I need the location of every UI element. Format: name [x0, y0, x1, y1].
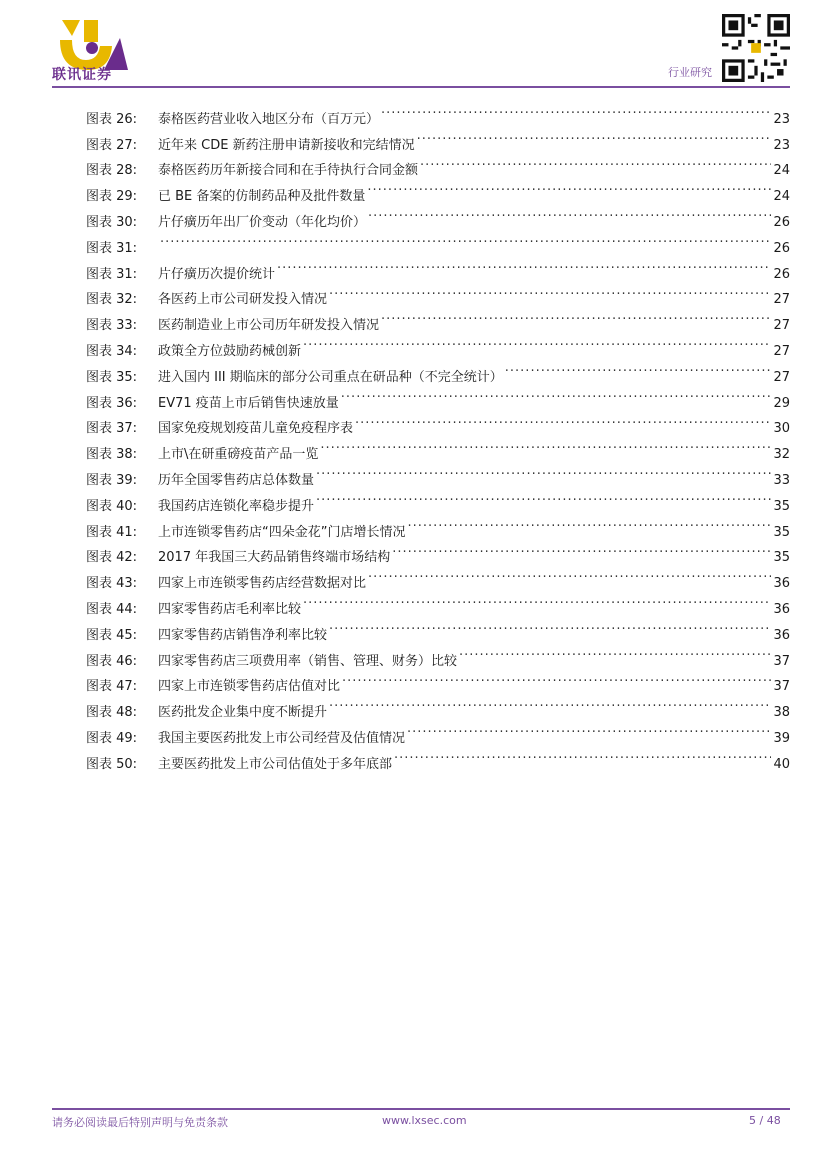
table-of-figures — [86, 97, 790, 772]
figure-title: 医药制造业上市公司历年研发投入情况 — [158, 318, 380, 334]
figure-title: 我国主要医药批发上市公司经营及估值情况 — [158, 730, 406, 746]
figure-title: 历年全国零售药店总体数量 — [158, 472, 315, 488]
toc-entry[interactable] — [86, 226, 790, 256]
dot-leader — [355, 407, 771, 433]
dot-leader — [342, 665, 771, 691]
figure-title: 四家零售药店三项费用率（销售、管理、财务）比较 — [158, 653, 458, 669]
figure-label: 图表 45: — [86, 627, 138, 643]
dot-leader — [392, 536, 771, 562]
toc-entry[interactable] — [86, 252, 790, 282]
figure-label: 图表 32: — [86, 292, 138, 308]
page-ref: 37 — [773, 653, 790, 669]
figure-label: 图表 30: — [86, 214, 138, 230]
figure-label: 图表 38: — [86, 447, 138, 463]
dot-leader — [459, 639, 771, 665]
page-ref: 30 — [773, 421, 790, 437]
page-number: 5 / 48 — [749, 1114, 781, 1127]
dot-leader — [417, 123, 772, 149]
figure-label: 图表 29: — [86, 189, 138, 205]
page-ref: 23 — [773, 137, 790, 153]
dot-leader — [505, 355, 772, 381]
page-ref: 27 — [773, 369, 790, 385]
figure-title: 四家零售药店毛利率比较 — [158, 601, 302, 617]
page-ref: 33 — [773, 472, 790, 488]
figure-title: EV71 疫苗上市后销售快速放量 — [158, 395, 339, 411]
dot-leader — [329, 690, 771, 716]
page-ref: 36 — [773, 601, 790, 617]
figure-label: 图表 46: — [86, 653, 138, 669]
figure-label: 图表 35: — [86, 369, 138, 385]
figure-label: 图表 39: — [86, 472, 138, 488]
figure-title: 近年来 CDE 新药注册申请新接收和完结情况 — [158, 137, 415, 153]
figure-title: 我国药店连锁化率稳步提升 — [158, 498, 315, 514]
figure-label: 图表 37: — [86, 421, 138, 437]
page-ref: 40 — [773, 756, 790, 772]
page-ref: 35 — [773, 524, 790, 540]
figure-label: 图表 27: — [86, 137, 138, 153]
dot-leader — [420, 149, 771, 175]
figure-title: 片仔癀历年出厂价变动（年化均价） — [158, 214, 367, 230]
dot-leader — [381, 303, 771, 329]
page-ref: 39 — [773, 730, 790, 746]
website-link[interactable]: www.lxsec.com — [382, 1114, 467, 1127]
page-ref: 37 — [773, 679, 790, 695]
figure-label: 图表 42: — [86, 550, 138, 566]
dot-leader — [381, 97, 771, 123]
footer-divider — [52, 1108, 790, 1110]
page-header — [0, 0, 827, 92]
report-category: 行业研究 — [668, 66, 712, 79]
page-ref: 35 — [773, 550, 790, 566]
figure-label: 图表 49: — [86, 730, 138, 746]
toc-entry[interactable] — [86, 97, 790, 127]
dot-leader — [320, 432, 771, 458]
dot-leader — [368, 561, 771, 587]
disclaimer-link[interactable]: 请务必阅读最后特别声明与免责条款 — [52, 1116, 228, 1129]
page-ref: 27 — [773, 318, 790, 334]
page-ref: 35 — [773, 498, 790, 514]
figure-title: 各医药上市公司研发投入情况 — [158, 292, 328, 308]
figure-title: 已 BE 备案的仿制药品种及批件数量 — [158, 189, 366, 205]
dot-leader — [160, 226, 771, 252]
page-ref: 32 — [773, 447, 790, 463]
figure-title: 进入国内 III 期临床的部分公司重点在研品种（不完全统计） — [158, 369, 503, 385]
figure-label: 图表 47: — [86, 679, 138, 695]
figure-title: 片仔癀历次提价统计 — [158, 266, 276, 282]
figure-label: 图表 31: — [86, 240, 138, 256]
dot-leader — [277, 252, 771, 278]
figure-title: 上市连锁零售药店“四朵金花”门店增长情况 — [158, 524, 406, 540]
dot-leader — [316, 458, 771, 484]
page-ref: 26 — [773, 240, 790, 256]
figure-label: 图表 36: — [86, 395, 138, 411]
figure-label: 图表 41: — [86, 524, 138, 540]
dot-leader — [407, 510, 771, 536]
figure-label: 图表 28: — [86, 163, 138, 179]
dot-leader — [368, 200, 771, 226]
figure-title: 四家上市连锁零售药店估值对比 — [158, 679, 341, 695]
page-ref: 36 — [773, 576, 790, 592]
dot-leader — [329, 278, 771, 304]
dot-leader — [394, 742, 771, 768]
dot-leader — [407, 716, 771, 742]
figure-title: 主要医药批发上市公司估值处于多年底部 — [158, 756, 393, 772]
page-ref: 27 — [773, 343, 790, 359]
page-ref: 29 — [773, 395, 790, 411]
header-divider — [52, 86, 790, 88]
figure-title: 泰格医药营业收入地区分布（百万元） — [158, 111, 380, 127]
page-ref: 23 — [773, 111, 790, 127]
page-ref: 24 — [773, 163, 790, 179]
dot-leader — [316, 484, 771, 510]
figure-label: 图表 50: — [86, 756, 138, 772]
dot-leader — [341, 381, 772, 407]
company-name: 联讯证券 — [52, 67, 112, 83]
figure-label: 图表 44: — [86, 601, 138, 617]
figure-label: 图表 40: — [86, 498, 138, 514]
figure-title: 政策全方位鼓励药械创新 — [158, 343, 302, 359]
page-ref: 26 — [773, 266, 790, 282]
dot-leader — [367, 174, 771, 200]
figure-label: 图表 48: — [86, 705, 138, 721]
figure-label: 图表 34: — [86, 343, 138, 359]
figure-title: 2017 年我国三大药品销售终端市场结构 — [158, 550, 391, 566]
page-ref: 27 — [773, 292, 790, 308]
dot-leader — [329, 613, 771, 639]
figure-label: 图表 33: — [86, 318, 138, 334]
figure-title: 国家免疫规划疫苗儿童免疫程序表 — [158, 421, 354, 437]
page-ref: 24 — [773, 189, 790, 205]
page-ref: 36 — [773, 627, 790, 643]
figure-label: 图表 43: — [86, 576, 138, 592]
figure-label: 图表 31: — [86, 266, 138, 282]
dot-leader — [303, 587, 771, 613]
dot-leader — [303, 329, 771, 355]
qr-code-icon — [722, 14, 790, 82]
page-ref: 38 — [773, 705, 790, 721]
figure-title: 四家零售药店销售净利率比较 — [158, 627, 328, 643]
figure-label: 图表 26: — [86, 111, 138, 127]
figure-title: 泰格医药历年新接合同和在手待执行合同金额 — [158, 163, 419, 179]
figure-title: 上市\在研重磅疫苗产品一览 — [158, 447, 319, 463]
page-ref: 26 — [773, 214, 790, 230]
figure-title: 四家上市连锁零售药店经营数据对比 — [158, 576, 367, 592]
figure-title: 医药批发企业集中度不断提升 — [158, 705, 328, 721]
